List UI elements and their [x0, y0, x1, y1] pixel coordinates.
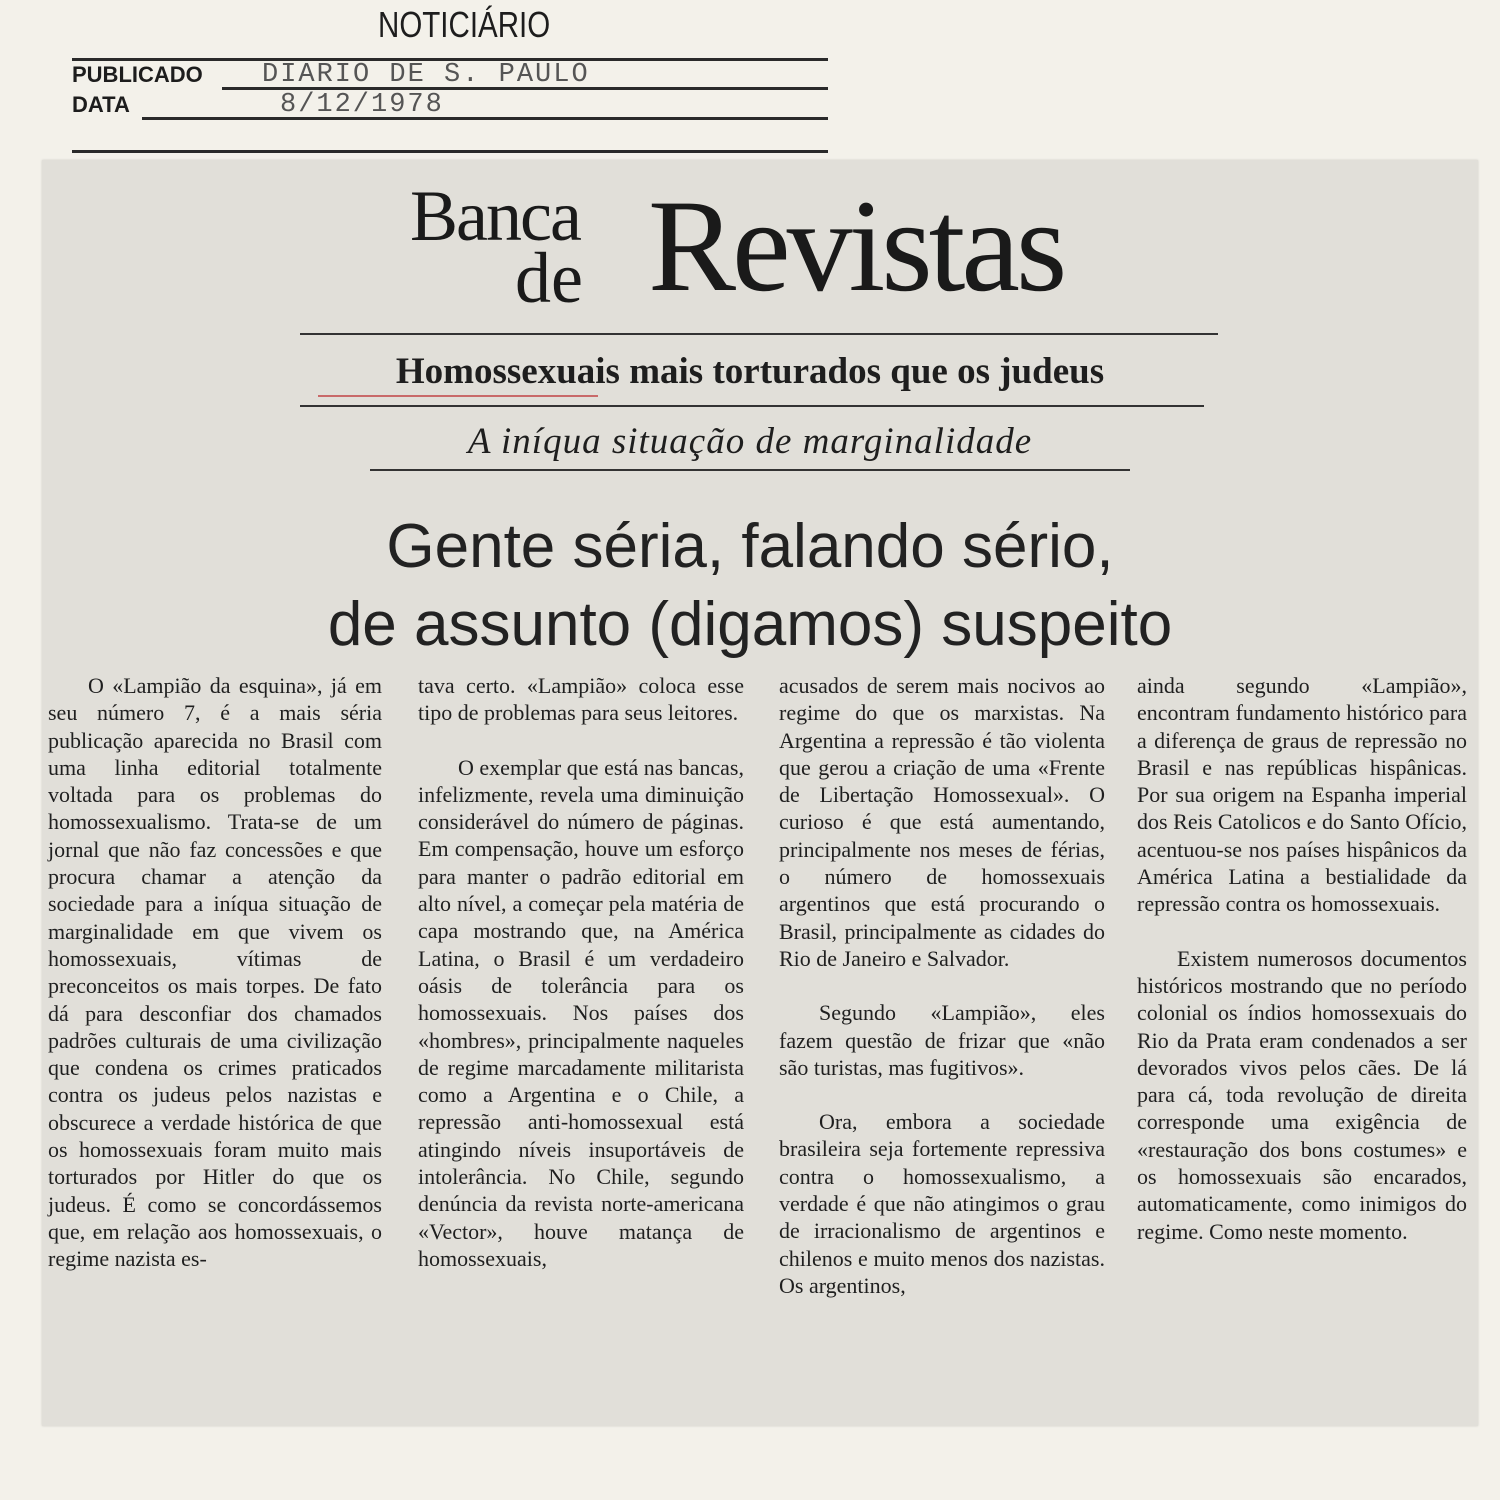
- column-4-paragraph-2: Existem numerosos documentos históricos mostrando que no período colonial os índios homossexuais do Rio da Prata eram condenados a ser devorados vivos pelos cães. De lá para cá, toda revolução de direita corresponde uma exigência de «restauração dos bons costumes» e os homossexuais são encarados, automaticamente, como inimigos do regime. Como neste momento.: [1137, 945, 1467, 1244]
- masthead: [410, 172, 1130, 325]
- date-line: [142, 117, 828, 120]
- published-key: PUBLICADO: [72, 62, 203, 87]
- subhead-rule: [370, 469, 1130, 471]
- label-bottom-rule: [72, 150, 828, 153]
- column-1-paragraph-1: O «Lampião da esquina», já em seu número 7, é a mais séria publicação aparecida no Brasil com uma linha editorial totalmente voltada para os problemas do homossexualismo. Trata-se de um jornal que não faz concessões e que procura chamar a atenção da sociedade para a iníqua situação de marginalidade em que vivem os homossexuais, vítimas de preconceitos os mais torpes. De fato dá para desconfiar dos chamados padrões culturais de uma civilização que condena os crimes praticados contra os judeus pelos nazistas e obscurece a verdade histórica de que os homossexuais foram muito mais torturados por Hitler do que os judeus. É como se concordássemos que, em relação aos homossexuais, o regime nazista es-: [48, 673, 382, 1272]
- hand-underline: [318, 395, 598, 397]
- headline-line-2: de assunto (digamos) suspeito: [327, 590, 1173, 659]
- kicker-rule: [300, 405, 1204, 407]
- published-value: DIARIO DE S. PAULO: [262, 60, 590, 90]
- column-3-paragraph-2: Segundo «Lampião», eles fazem questão de frizar que «não são turistas, mas fugitivos».: [779, 1000, 1105, 1080]
- headline-line-1: Gente séria, falando sério,: [386, 512, 1114, 581]
- main-headline: [0, 508, 1500, 664]
- masthead-rule: [300, 333, 1218, 335]
- column-3-paragraph-1: acusados de serem mais nocivos ao regime do que os marxistas. Na Argentina a repressão é tão violenta que gerou a criação de uma «Frente de Libertação Homossexual». O curioso é que está aumentando, principalmente nos meses de férias, o número de homossexuais argentinos que está procurando o Brasil, principalmente as cidades do Rio de Janeiro e Salvador.: [779, 673, 1105, 971]
- masthead-revistas: Revistas: [648, 172, 1064, 319]
- masthead-banca: Banca: [410, 176, 580, 256]
- masthead-de: de: [515, 238, 583, 318]
- column-4-paragraph-1: ainda segundo «Lampião», encontram fundamento histórico para a diferença de graus de repressão no Brasil e nas repúblicas hispânicas. Por sua origem na Espanha imperial dos Reis Catolicos e do Santo Ofício, acentuou-se nos países hispânicos da América Latina a bestialidade da repressão contra os homossexuais.: [1137, 673, 1467, 917]
- kicker-headline: Homossexuais mais torturados que os judeus: [395, 351, 1105, 392]
- date-key: DATA: [72, 92, 130, 117]
- article-column-1: [48, 672, 382, 1273]
- article-column-3: [779, 672, 1105, 1299]
- subheadline: A iníqua situação de marginalidade: [467, 421, 1033, 462]
- date-value: 8/12/1978: [280, 90, 444, 120]
- column-2-paragraph-1: tava certo. «Lampião» coloca esse tipo de problemas para seus leitores.: [418, 673, 744, 726]
- date-row: [72, 82, 832, 122]
- archive-label-title: NOTICIÁRIO: [378, 4, 551, 45]
- column-2-paragraph-2: O exemplar que está nas bancas, infelizmente, revela uma diminuição considerável do número de páginas. Em compensação, houve um esforço para manter o padrão editorial em alto nível, a começar pela matéria de capa mostrando que, na América Latina, o Brasil é um verdadeiro oásis de tolerância para os homossexuais. Nos países dos «hombres», principalmente naqueles de regime marcadamente militarista como a Argentina e o Chile, a repressão anti-homossexual está atingindo níveis insuportáveis de intolerância. No Chile, segundo denúncia da revista norte-americana «Vector», houve matança de homossexuais,: [418, 754, 744, 1271]
- article-column-4: [1137, 672, 1467, 1245]
- column-3-paragraph-3: Ora, embora a sociedade brasileira seja fortemente repressiva contra o homossexualismo, a verdade é que não atingimos o grau de irracionalismo de argentinos e chilenos e muito menos dos nazistas. Os argentinos,: [779, 1109, 1105, 1298]
- article-column-2: [418, 672, 744, 1272]
